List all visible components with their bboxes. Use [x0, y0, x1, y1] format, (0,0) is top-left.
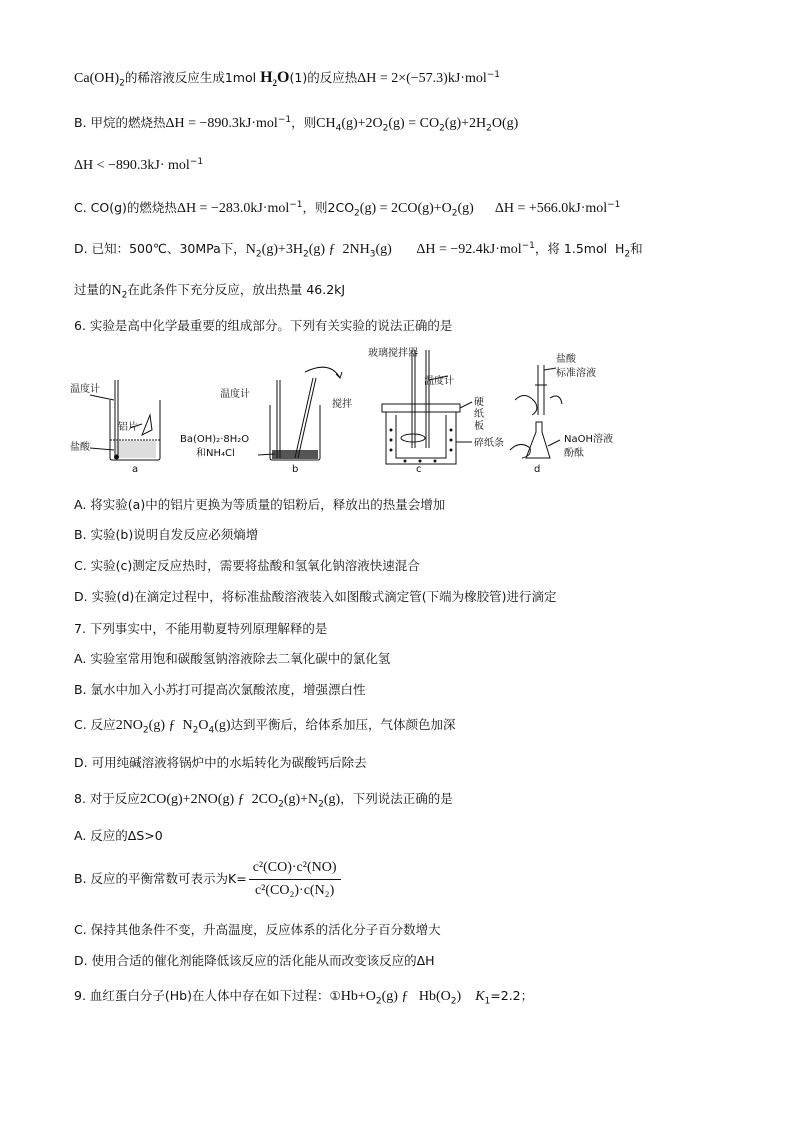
fig-b-label: b	[292, 464, 299, 475]
fig-d-acid-1: 盐酸	[556, 354, 576, 365]
question-7-stem: 7. 下列事实中，不能用勒夏特列原理解释的是	[74, 621, 328, 636]
apparatus-d	[510, 365, 562, 458]
q7-option-d: D. 可用纯碱溶液将锅炉中的水垢转化为碳酸钙后除去	[74, 755, 367, 770]
fig-b-reagent1: Ba(OH)₂·8H₂O	[180, 434, 250, 445]
option-b-continued: ΔH < −890.3kJ· mol$^{-1}$	[74, 156, 204, 173]
question-8-stem: 8. 对于反应2CO(g)+2NO(g) ƒ $2CO_2(g)+N_2(g)$，下列说法正确的是	[74, 791, 453, 810]
apparatus-c	[382, 350, 472, 464]
fig-a-foil: 铝片	[118, 422, 138, 433]
fig-c-scraps: 碎纸条	[474, 438, 504, 449]
fig-c-label: c	[416, 464, 422, 475]
apparatus-b	[258, 367, 342, 460]
fig-d-acid-2: 标准溶液	[556, 368, 596, 379]
fig-b-reagent2: 和NH₄Cl	[196, 448, 235, 459]
q8-option-d: D. 使用合适的催化剂能降低该反应的活化能从而改变该反应的ΔH	[74, 953, 435, 968]
question-6-stem: 6. 实验是高中化学最重要的组成部分。下列有关实验的说法正确的是	[74, 318, 453, 333]
option-a-continued-line: $Ca(OH)_2$的稀溶液反应生成1mol $H_2O(1)$的反应热ΔH = 2×(−57.3)kJ·mol$^{-1}$	[74, 69, 500, 89]
fig-a-acid: 盐酸	[70, 442, 90, 453]
fig-c-board-1: 硬	[474, 397, 484, 408]
equilibrium-constant-fraction: $\frac{\text{c²(CO)·c²(NO)}}{\text{c²(CO₂)·c(N₂)}}$	[249, 858, 341, 901]
option-c-line: C. CO(g)的燃烧热ΔH = −283.0kJ·mol$^{-1}$，则$2CO_2(g) = 2CO(g)+O_2(g)$ ΔH = +566.0kJ·mol$^{-1}$	[74, 199, 621, 219]
fig-b-thermometer: 温度计	[220, 389, 250, 400]
apparatus-a	[90, 380, 160, 460]
experiment-figure	[70, 340, 670, 475]
q8-option-b: B. 反应的平衡常数可表示为K= $\frac{\text{c²(CO)·c²(NO)}}{\text{c²(CO₂)·c(N₂)}}$	[74, 858, 341, 901]
fig-c-stirrer: 玻璃搅拌器	[368, 348, 418, 359]
fig-c-board-3: 板	[474, 421, 484, 432]
q7-option-a: A. 实验室常用饱和碳酸氢钠溶液除去二氧化碳中的氯化氢	[74, 651, 391, 666]
fig-c-board-2: 纸	[474, 409, 484, 420]
fig-d-label: d	[534, 464, 541, 475]
q6-option-a: A. 将实验(a)中的铝片更换为等质量的铝粉后，释放出的热量会增加	[74, 497, 446, 512]
fig-d-naoh-2: 酚酞	[564, 448, 584, 459]
q7-option-b: B. 氯水中加入小苏打可提高次氯酸浓度，增强漂白性	[74, 682, 366, 697]
q8-option-a: A. 反应的ΔS>0	[74, 828, 163, 843]
option-d-line: D. 已知：500℃、30MPa下，$N_2(g)+3H_2(g)$ ƒ $2NH_3(g)$ ΔH = −92.4kJ·mol$^{-1}$，将 1.5mol $H_2$和	[74, 240, 643, 260]
question-9-stem: 9. 血红蛋白分子(Hb)在人体中存在如下过程：$①Hb+O_2(g)$ ƒ $Hb(O_2)$ $K_1=2.2$；	[74, 988, 534, 1007]
q6-option-d: D. 实验(d)在滴定过程中，将标准盐酸溶液装入如图酸式滴定管(下端为橡胶管)进行滴定	[74, 589, 557, 604]
fig-a-label: a	[132, 464, 139, 475]
q6-option-c: C. 实验(c)测定反应热时，需要将盐酸和氢氧化钠溶液快速混合	[74, 558, 420, 573]
q6-option-b: B. 实验(b)说明自发反应必须熵增	[74, 527, 259, 542]
q7-option-c: C. 反应$2NO_2(g)$ ƒ $N_2O_4(g)$达到平衡后，给体系加压，气体颜色加深	[74, 717, 456, 736]
option-b-line: B. 甲烷的燃烧热ΔH = −890.3kJ·mol$^{-1}$，则$CH_4(g)+2O_2(g) = CO_2(g)+2H_2O(g)$	[74, 114, 519, 134]
fig-a-thermometer: 温度计	[70, 384, 100, 395]
fig-c-thermometer: 温度计	[424, 376, 454, 387]
option-d-continued: 过量的$N_2$在此条件下充分反应，放出热量 46.2kJ	[74, 282, 346, 301]
fig-b-stir: 搅拌	[332, 399, 352, 410]
q8-option-c: C. 保持其他条件不变，升高温度，反应体系的活化分子百分数增大	[74, 922, 441, 937]
fig-d-naoh-1: NaOH溶液	[564, 434, 613, 445]
